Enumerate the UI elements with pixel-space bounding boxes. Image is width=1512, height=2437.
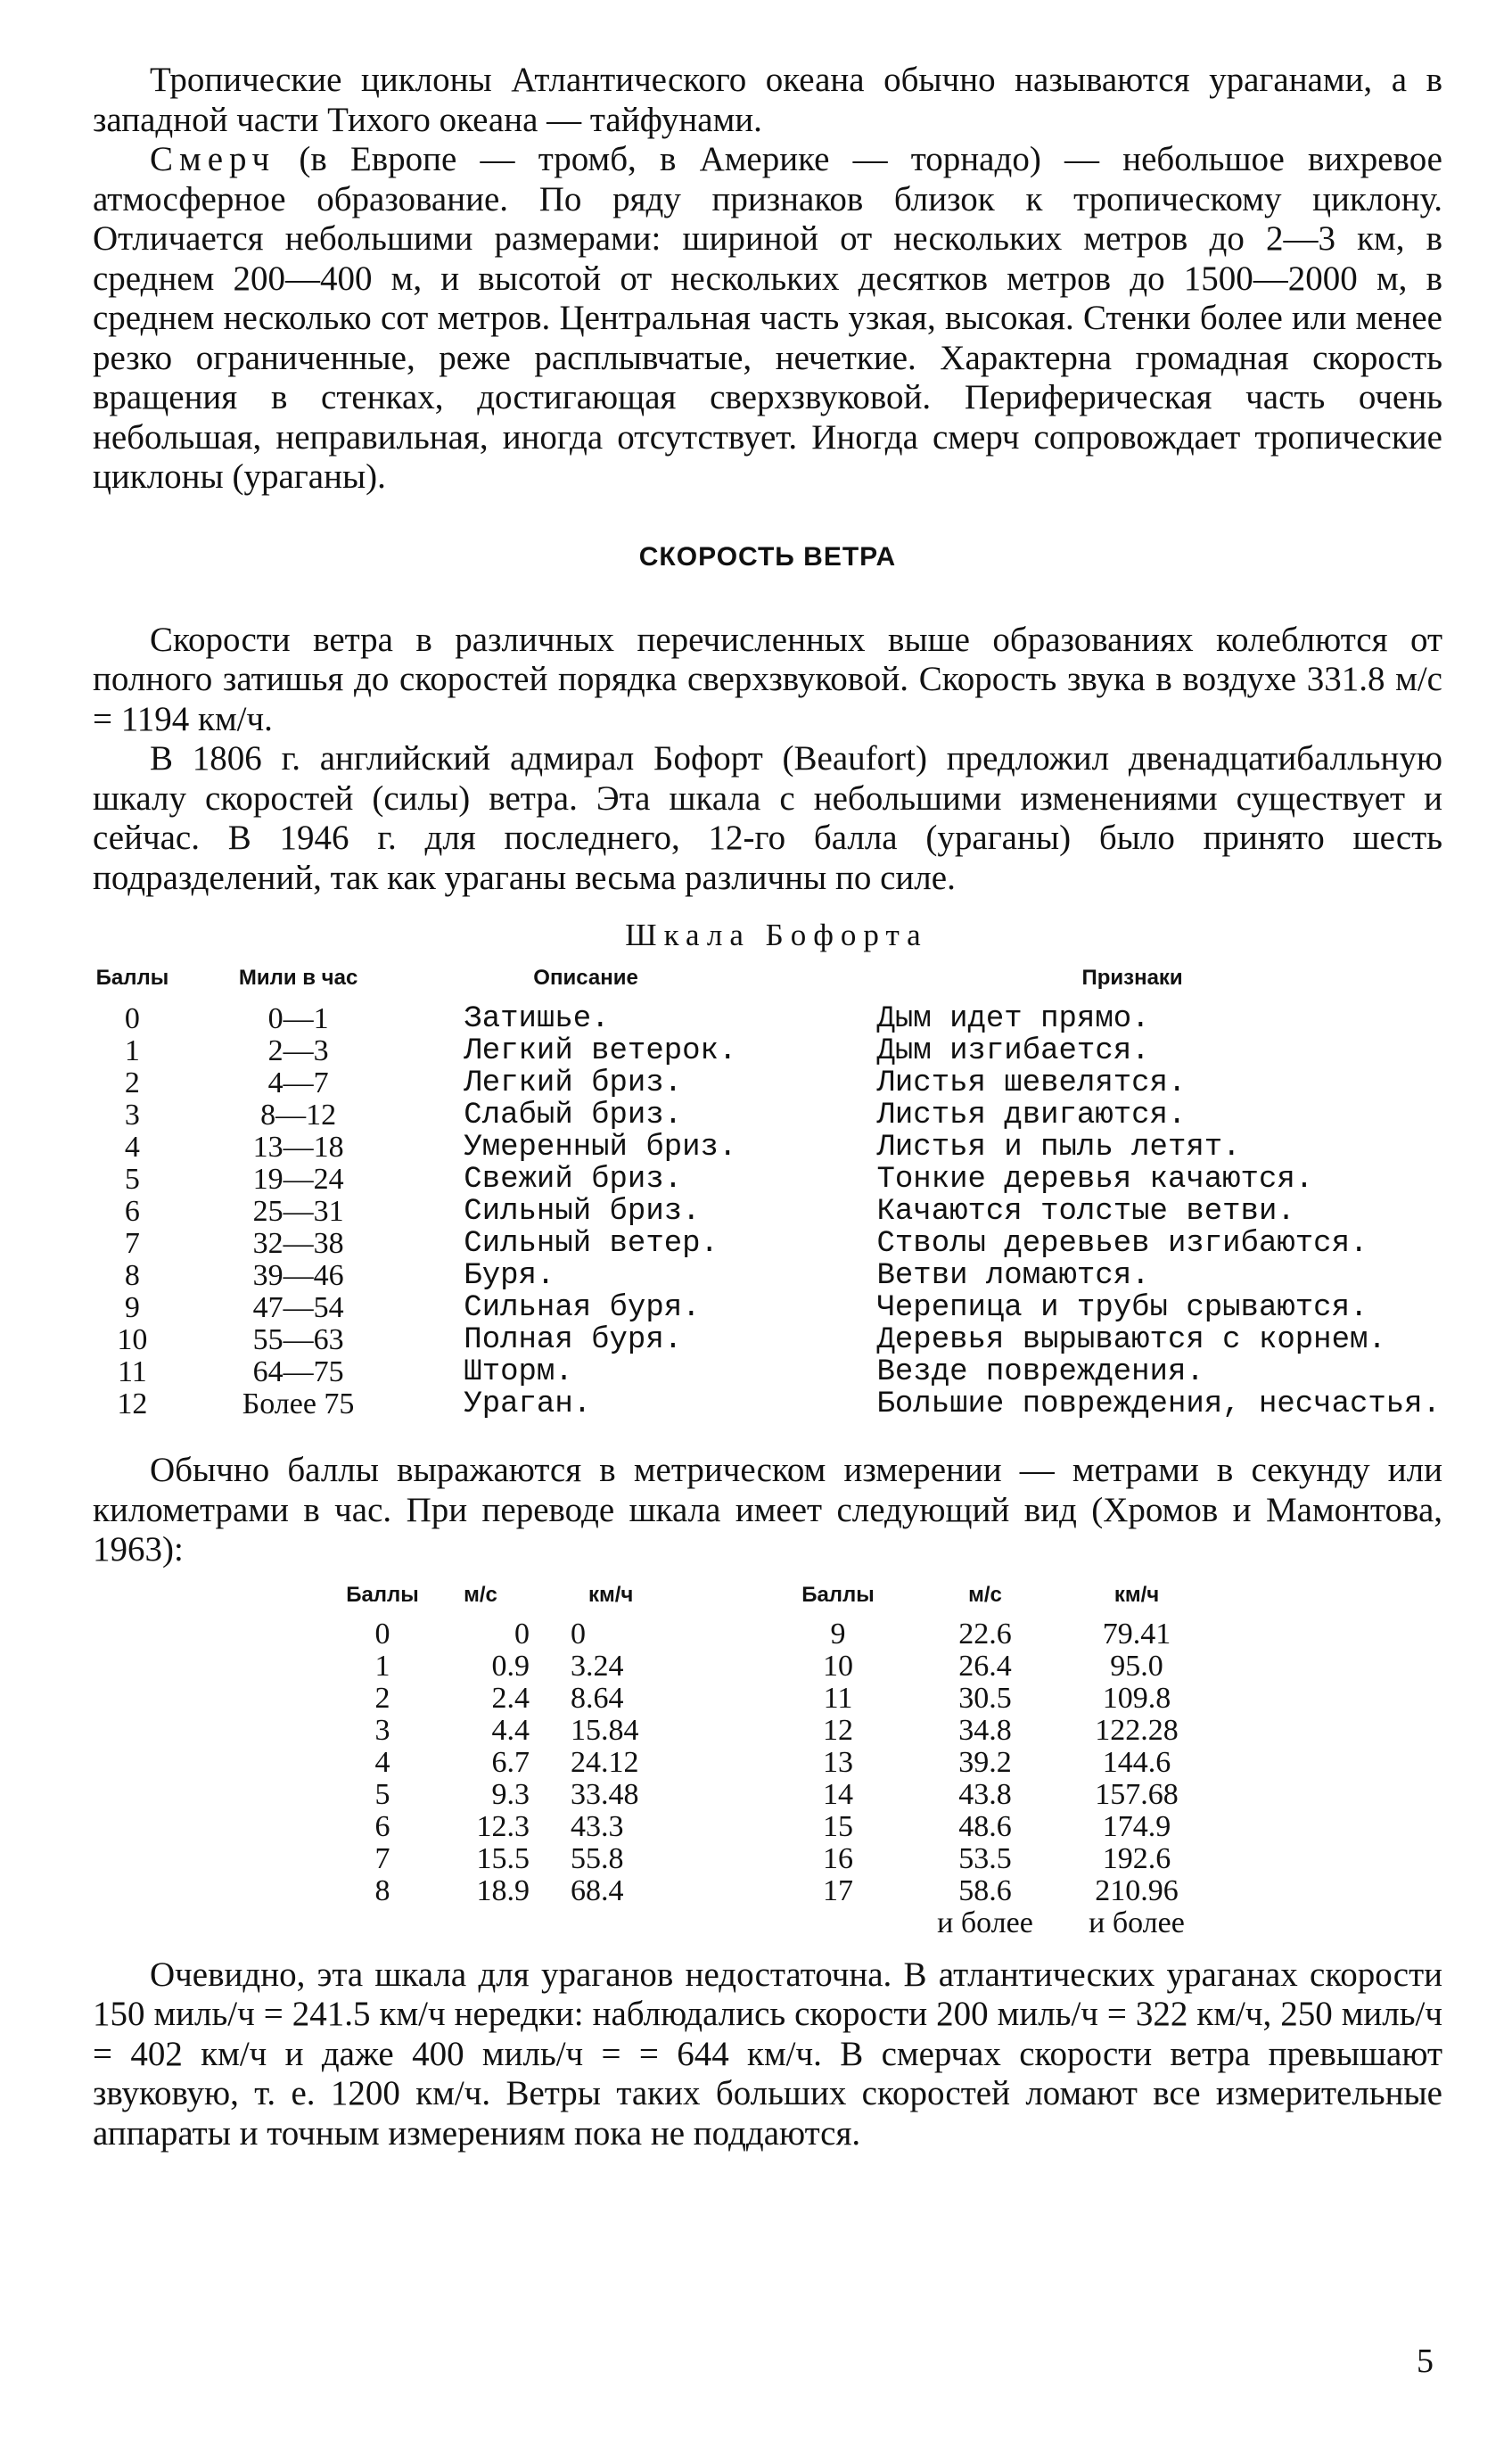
row-description: Сильный бриз. bbox=[464, 1195, 701, 1229]
row-signs: Ветви ломаются. bbox=[876, 1259, 1150, 1293]
metric-ms-left: 0.9 bbox=[491, 1649, 530, 1683]
metric-kmh-left: 33.48 bbox=[571, 1777, 639, 1811]
row-description: Легкий ветерок. bbox=[464, 1034, 737, 1068]
metric-kmh-right: 79.41 bbox=[1102, 1617, 1171, 1651]
row-signs: Листья шевелятся. bbox=[876, 1066, 1187, 1100]
metric-kmh-left: 24.12 bbox=[571, 1745, 639, 1779]
row-description: Буря. bbox=[464, 1259, 555, 1293]
metric-kmh-left: 15.84 bbox=[571, 1713, 639, 1747]
row-ball: 3 bbox=[124, 1099, 140, 1132]
metric-kmh-left: 68.4 bbox=[571, 1873, 624, 1907]
row-description: Ураган. bbox=[464, 1387, 592, 1421]
metric-table bbox=[333, 1583, 1212, 1939]
metric-ball-left: 5 bbox=[374, 1777, 390, 1811]
row-description: Затишье. bbox=[464, 1002, 610, 1036]
row-ball: 10 bbox=[117, 1323, 148, 1356]
metric-ms-left: 15.5 bbox=[476, 1841, 530, 1875]
metric-ball-right: 13 bbox=[823, 1745, 853, 1779]
metric-header-ball-right: Баллы bbox=[801, 1582, 875, 1607]
row-signs: Листья и пыль летят. bbox=[876, 1131, 1241, 1165]
row-signs: Тонкие деревья качаются. bbox=[876, 1163, 1314, 1197]
metric-ms-right: 53.5 bbox=[958, 1841, 1012, 1875]
metric-ball-right: 15 bbox=[823, 1809, 853, 1843]
row-signs: Черепица и трубы срываются. bbox=[876, 1291, 1368, 1325]
metric-ms-left: 6.7 bbox=[491, 1745, 530, 1779]
metric-kmh-right: 95.0 bbox=[1110, 1649, 1163, 1683]
metric-ball-left: 7 bbox=[374, 1841, 390, 1875]
row-ball: 2 bbox=[124, 1066, 140, 1099]
row-signs: Деревья вырываются с корнем. bbox=[876, 1323, 1386, 1357]
metric-ms-left: 0 bbox=[514, 1617, 530, 1651]
row-mph: Более 75 bbox=[242, 1387, 355, 1420]
metric-ball-left: 6 bbox=[374, 1809, 390, 1843]
row-signs: Дым идет прямо. bbox=[876, 1002, 1150, 1036]
row-signs: Дым изгибается. bbox=[876, 1034, 1150, 1068]
row-signs: Везде повреждения. bbox=[876, 1355, 1204, 1389]
metric-ms-right: 48.6 bbox=[958, 1809, 1012, 1843]
row-mph: 2—3 bbox=[267, 1034, 329, 1067]
row-mph: 39—46 bbox=[252, 1259, 344, 1292]
beaufort-row bbox=[86, 1067, 1441, 1099]
metric-ball-right: 17 bbox=[823, 1873, 853, 1907]
metric-ball-right: 16 bbox=[823, 1841, 853, 1875]
metric-row bbox=[333, 1843, 1212, 1875]
metric-ms-left: 4.4 bbox=[491, 1713, 530, 1747]
metric-ball-left bbox=[333, 1907, 431, 1939]
metric-kmh-left: 0 bbox=[571, 1617, 586, 1651]
metric-ball-left: 4 bbox=[374, 1745, 390, 1779]
metric-kmh-right: и более bbox=[1089, 1906, 1185, 1939]
metric-ball-left: 1 bbox=[374, 1649, 390, 1683]
metric-ball-left: 2 bbox=[374, 1681, 390, 1715]
header-description: Описание bbox=[533, 966, 638, 990]
metric-kmh-right: 210.96 bbox=[1095, 1873, 1179, 1907]
beaufort-row bbox=[86, 1260, 1441, 1292]
tornado-description: (в Европе — тромб, в Америке — торнадо) — небольшое вихревое атмосферное образование. По ряду признаков близок к тропическому циклону. Отличается небольшими размерами: шириной от нескольких метров до 2—3 км, в среднем 200—400 м, и высотой от нескольких десятков метров до 1500—2000 м, в среднем несколько сот метров. Центральная часть узкая, высокая. Стенки более или менее резко ограниченные, реже расплывчатые, нечеткие. Характерна громадная скорость вращения в стенках, достигающая сверхзвуковой. Периферическая часть очень небольшая, неправильная, иногда отсутствует. Иногда смерч сопровождает тропические циклоны (ураганы). bbox=[93, 140, 1442, 496]
row-ball: 4 bbox=[124, 1131, 140, 1164]
row-ball: 6 bbox=[124, 1195, 140, 1228]
metric-header-kmh-left: км/ч bbox=[588, 1582, 634, 1607]
row-signs: Листья двигаются. bbox=[876, 1099, 1187, 1132]
header-ball: Баллы bbox=[95, 966, 169, 990]
metric-row bbox=[333, 1651, 1212, 1683]
metric-kmh-right: 122.28 bbox=[1095, 1713, 1179, 1747]
beaufort-table bbox=[86, 966, 1441, 1420]
metric-ball-left: 8 bbox=[374, 1873, 390, 1907]
row-description: Легкий бриз. bbox=[464, 1066, 683, 1100]
beaufort-row bbox=[86, 1132, 1441, 1164]
row-ball: 5 bbox=[124, 1163, 140, 1196]
metric-header-ms-right: м/с bbox=[968, 1582, 1002, 1607]
row-mph: 64—75 bbox=[252, 1355, 344, 1388]
metric-row bbox=[333, 1715, 1212, 1747]
row-description: Полная буря. bbox=[464, 1323, 683, 1357]
metric-kmh-left bbox=[544, 1907, 767, 1939]
row-description: Свежий бриз. bbox=[464, 1163, 683, 1197]
metric-ms-right: 39.2 bbox=[958, 1745, 1012, 1779]
metric-ball-right: 11 bbox=[823, 1681, 853, 1715]
intro-paragraph-tornado bbox=[93, 140, 1442, 498]
beaufort-row bbox=[86, 1196, 1441, 1228]
term-smerch: Смерч bbox=[150, 140, 276, 178]
beaufort-row bbox=[86, 1356, 1441, 1388]
header-signs: Признаки bbox=[1081, 966, 1183, 990]
metric-header-ball-left: Баллы bbox=[346, 1582, 419, 1607]
row-ball: 7 bbox=[124, 1227, 140, 1260]
row-mph: 25—31 bbox=[252, 1195, 344, 1228]
metric-ball-right: 10 bbox=[823, 1649, 853, 1683]
row-description: Сильный ветер. bbox=[464, 1227, 719, 1261]
metric-row bbox=[333, 1907, 1212, 1939]
beaufort-table-caption: Шкала Бофорта bbox=[625, 918, 928, 952]
metric-ms-right: 22.6 bbox=[958, 1617, 1012, 1651]
header-mph: Мили в час bbox=[238, 966, 358, 990]
metric-ball-left: 0 bbox=[374, 1617, 390, 1651]
row-mph: 0—1 bbox=[267, 1002, 329, 1035]
row-mph: 55—63 bbox=[252, 1323, 344, 1356]
metric-kmh-right: 192.6 bbox=[1102, 1841, 1171, 1875]
row-mph: 8—12 bbox=[260, 1099, 337, 1132]
metric-ms-right: 58.6 bbox=[958, 1873, 1012, 1907]
row-ball: 12 bbox=[117, 1387, 148, 1420]
metric-kmh-right: 144.6 bbox=[1102, 1745, 1171, 1779]
metric-ms-left bbox=[431, 1907, 544, 1939]
row-mph: 47—54 bbox=[252, 1291, 344, 1324]
conclusion-paragraph: Очевидно, эта шкала для ураганов недостаточна. В атлантических ураганах скорости 150 миль/ч = 241.5 км/ч нередки: наблюдались скорости 200 миль/ч = 322 км/ч, 250 миль/ч = 402 км/ч и даже 400 миль/ч = = 644 км/ч. В смерчах скорости ветра превышают звуковую, т. е. 1200 км/ч. Ветры таких больших скоростей ломают все измерительные аппараты и точным измерениям пока не поддаются. bbox=[93, 1955, 1442, 2153]
metric-kmh-left: 55.8 bbox=[571, 1841, 624, 1875]
metric-row bbox=[333, 1875, 1212, 1907]
row-description: Сильная буря. bbox=[464, 1291, 701, 1325]
row-signs: Большие повреждения, несчастья. bbox=[876, 1387, 1441, 1421]
row-ball: 0 bbox=[124, 1002, 140, 1035]
beaufort-row bbox=[86, 1324, 1441, 1356]
row-signs: Качаются толстые ветви. bbox=[876, 1195, 1295, 1229]
row-description: Шторм. bbox=[464, 1355, 573, 1389]
metric-ball-right: 14 bbox=[823, 1777, 853, 1811]
metric-ms-left: 9.3 bbox=[491, 1777, 530, 1811]
metric-ms-right: 26.4 bbox=[958, 1649, 1012, 1683]
metric-ms-left: 2.4 bbox=[491, 1681, 530, 1715]
intro-paragraph-cyclones: Тропические циклоны Атлантического океана обычно называются ураганами, а в западной части Тихого океана — тайфунами. bbox=[93, 61, 1442, 139]
metric-header-kmh-right: км/ч bbox=[1113, 1582, 1160, 1607]
section-title: СКОРОСТЬ ВЕТРА bbox=[638, 541, 897, 572]
metric-ms-right: и более bbox=[937, 1906, 1033, 1939]
metric-ball-right: 12 bbox=[823, 1713, 853, 1747]
metric-kmh-left: 3.24 bbox=[571, 1649, 624, 1683]
metric-header-row bbox=[333, 1583, 1212, 1618]
beaufort-row bbox=[86, 1164, 1441, 1196]
metric-kmh-left: 8.64 bbox=[571, 1681, 624, 1715]
metric-ms-left: 12.3 bbox=[476, 1809, 530, 1843]
row-description: Умеренный бриз. bbox=[464, 1131, 737, 1165]
metric-ms-right: 43.8 bbox=[958, 1777, 1012, 1811]
beaufort-history-paragraph: В 1806 г. английский адмирал Бофорт (Beaufort) предложил двенадцатибалльную шкалу скоростей (силы) ветра. Эта шкала с небольшими изменениями существует и сейчас. В 1946 г. для последнего, 12-го балла (ураганы) было принято шесть подразделений, так как ураганы весьма различны по силе. bbox=[93, 739, 1442, 897]
row-mph: 32—38 bbox=[252, 1227, 344, 1260]
metric-kmh-right: 157.68 bbox=[1095, 1777, 1179, 1811]
metric-row bbox=[333, 1779, 1212, 1811]
beaufort-row bbox=[86, 1003, 1441, 1035]
metric-row bbox=[333, 1683, 1212, 1715]
row-signs: Стволы деревьев изгибаются. bbox=[876, 1227, 1368, 1261]
metric-ball-right: 9 bbox=[830, 1617, 846, 1651]
metric-row bbox=[333, 1811, 1212, 1843]
row-description: Слабый бриз. bbox=[464, 1099, 683, 1132]
metric-ball-left: 3 bbox=[374, 1713, 390, 1747]
metric-row bbox=[333, 1618, 1212, 1651]
metric-ball-right bbox=[767, 1907, 909, 1939]
row-ball: 11 bbox=[118, 1355, 147, 1388]
metric-intro-paragraph: Обычно баллы выражаются в метрическом измерении — метрами в секунду или километрами в час. При переводе шкала имеет следующий вид (Хромов и Мамонтова, 1963): bbox=[93, 1451, 1442, 1568]
metric-header-ms-left: м/с bbox=[464, 1582, 497, 1607]
metric-kmh-right: 109.8 bbox=[1102, 1681, 1171, 1715]
metric-ms-right: 34.8 bbox=[958, 1713, 1012, 1747]
row-mph: 4—7 bbox=[267, 1066, 329, 1099]
metric-kmh-right: 174.9 bbox=[1102, 1809, 1171, 1843]
row-mph: 13—18 bbox=[252, 1131, 344, 1164]
metric-kmh-left: 43.3 bbox=[571, 1809, 624, 1843]
row-ball: 8 bbox=[124, 1259, 140, 1292]
beaufort-row bbox=[86, 1292, 1441, 1324]
metric-ms-left: 18.9 bbox=[476, 1873, 530, 1907]
metric-ms-right: 30.5 bbox=[958, 1681, 1012, 1715]
beaufort-row bbox=[86, 1388, 1441, 1420]
beaufort-row bbox=[86, 1099, 1441, 1132]
beaufort-header-row bbox=[86, 966, 1441, 1003]
row-mph: 19—24 bbox=[252, 1163, 344, 1196]
page-number: 5 bbox=[1417, 2342, 1434, 2380]
beaufort-row bbox=[86, 1228, 1441, 1260]
beaufort-row bbox=[86, 1035, 1441, 1067]
row-ball: 1 bbox=[124, 1034, 140, 1067]
metric-row bbox=[333, 1747, 1212, 1779]
wind-speed-paragraph: Скорости ветра в различных перечисленных выше образованиях колеблются от полного затишья до скоростей порядка сверхзвуковой. Скорость звука в воздухе 331.8 м/с = 1194 км/ч. bbox=[93, 620, 1442, 738]
row-ball: 9 bbox=[124, 1291, 140, 1324]
